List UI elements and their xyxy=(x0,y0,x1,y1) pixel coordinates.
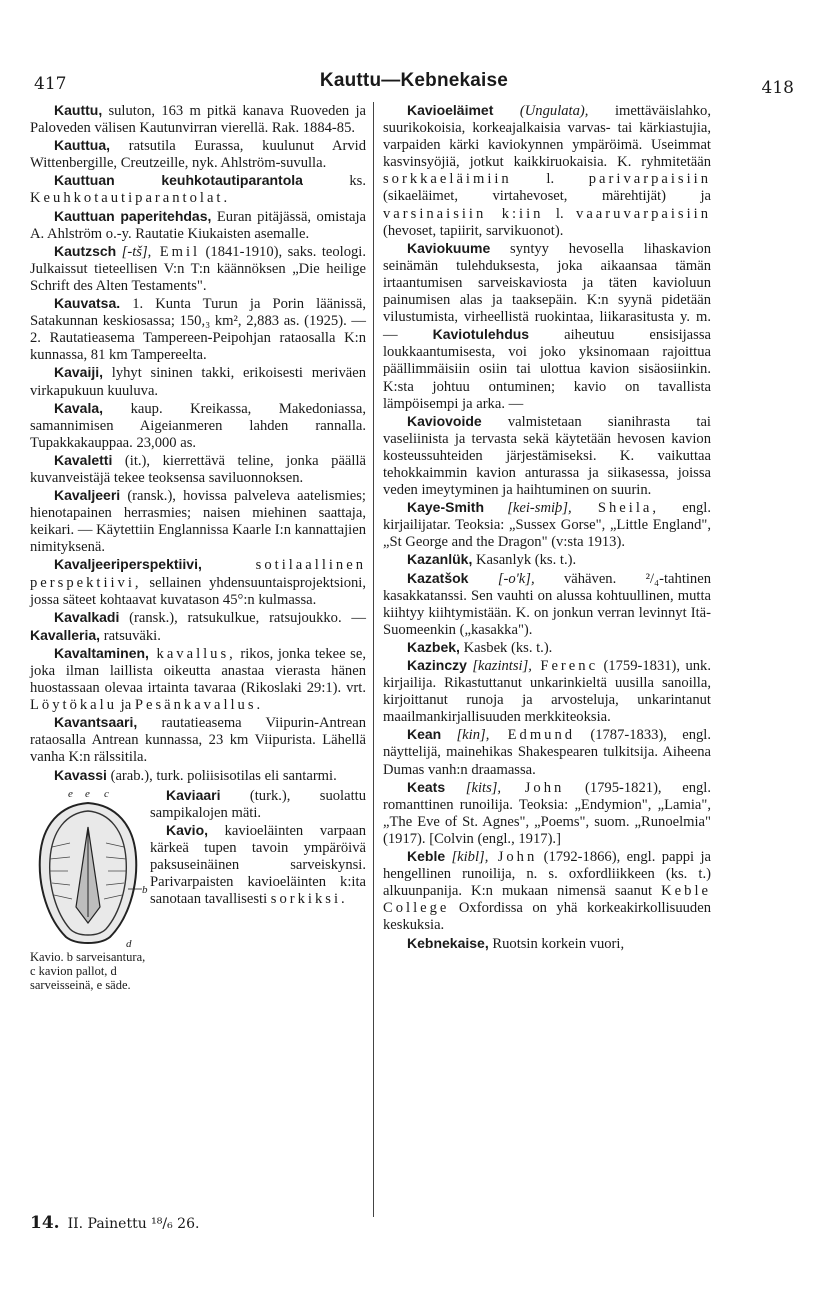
figure-caption: Kavio. b sarveisantura, c kavion pallot, d sarveisseinä, e säde. xyxy=(30,949,146,992)
entry-kauttuan-parantola: Kauttuan keuhkotautiparantola ks. Keuhkotautiparantolat. xyxy=(30,172,366,207)
page-header xyxy=(34,64,794,98)
figure-side-text xyxy=(150,787,366,909)
entry-kazbek: Kazbek, Kasbek (ks. t.). xyxy=(407,638,553,656)
entry-kavio: Kavio, kavioeläinten varpaan kärkeä tupen tavoin ympäröivä paksuseinäinen sarveiskynsi. Parivarpaisten kavioeläinten k:ita sanotaan tavallisesti sorkiksi. xyxy=(150,821,366,908)
fig-label-c: c xyxy=(104,787,109,800)
column-divider xyxy=(373,102,374,1217)
entry-kean: Kean [kin], Edmund (1787-1833), engl. näyttelijä, mainehikas Shakespearen tulkitsija. Aiheena Dumas vanh:n draamassa. xyxy=(383,726,711,778)
entry-kauttuan-paperitehdas: Kauttuan paperitehdas, Euran pitäjässä, omistaja A. Ahlström o.-y. Rautatie Kiukaisten asemalle. xyxy=(30,207,366,242)
entry-kaviovoide: Kaviovoide valmistetaan sianihrasta tai vaseliinista ja tervasta sekä käytetään hevosen kavion kosteussuhteiden järjestämiseksi. K. vaikuttaa tehokkaimmin kavion anturassa ja siikasessa, joissa veden imeytyminen ja haihtuminen on suurin. xyxy=(383,412,711,499)
signature-number: 14. xyxy=(30,1213,60,1233)
fig-label-e2: e xyxy=(85,787,90,800)
fig-label-b: b xyxy=(142,883,148,896)
entry-kaviaari: Kaviaari (turk.), suolattu sampikalojen mäti. xyxy=(150,786,366,821)
entry-kauvatsa: Kauvatsa. 1. Kunta Turun ja Porin läänissä, Satakunnan keskiosassa; 150,₃ km², 2,883 as. (1925). — 2. Rautatieasema Tampereen-Peipohjan rataosalla K:n kunnassa, 81 km Tampereelta. xyxy=(30,295,366,364)
entry-kaye-smith: Kaye-Smith [kei-smiþ], Sheila, engl. kirjailijatar. Teoksia: „Sussex Gorse", „Little England", „St George and the Dragon" (v:sta 1913). xyxy=(383,499,711,551)
entry-kavaletti: Kavaletti (it.), kierrettävä teline, jonka päällä kuvanveistäjä tekee teoksensa saviluonnoksen. xyxy=(30,451,366,486)
printing-note xyxy=(30,1213,199,1233)
right-column xyxy=(383,102,711,953)
page-number-left: 417 xyxy=(34,74,67,94)
entry-kavassi: Kavassi (arab.), turk. poliisisotilas eli santarmi. xyxy=(54,766,337,784)
entry-kavalkadi: Kavalkadi (ransk.), ratsukulkue, ratsujoukko. — Kavalleria, ratsuväki. xyxy=(30,608,366,644)
hoof-figure-block xyxy=(30,787,366,1027)
left-column xyxy=(30,102,366,1027)
entry-kazinczy: Kazinczy [kazintsi], Ferenc (1759-1831), unk. kirjailija. Rikastuttanut unkarinkieltä uusilla sanoilla, kirjoittanut runoja ja arvosteluja, unkarintanut maailmankirjallisuuden merkkiteoksia. xyxy=(383,657,711,726)
entry-kavaltaminen: Kavaltaminen, kavallus, rikos, jonka tekee se, joka ilman laillista oikeutta anastaa vierasta hänen huostassaan olevaa irtainta tavaraa (Rikoslaki 29:1). vrt. Löytökalu ja Pesänkavallus. xyxy=(30,644,366,714)
entry-kazanluk: Kazanlük, Kasanlyk (ks. t.). xyxy=(407,551,577,569)
entry-kavantsaari: Kavantsaari, rautatieasema Viipurin-Antrean rataosalla Antrean kunnassa, 23 km Viipurista. Lähellä vanha K:n rälssitila. xyxy=(30,714,366,766)
entry-kazatsok: Kazatšok [-o'k], vähäven. ²/₄-tahtinen kasakkatanssi. Sen vauhti on alussa kohtuullinen, mutta kiihtyy kiihtymistään. K. on jonkun verran levinnyt Itä-Suomeenkin („kasakka"). xyxy=(383,569,711,638)
entry-kavioelaimet: Kavioeläimet (Ungulata), imettäväislahko, suurikokoisia, korkeajalkaisia varvas- tai kärkiastujia, varpaiden kärki kaviokynnen ympäröimä. Useimmat kasvinsyöjiä, jotkut kaikkiruokaisia. K. ryhmitetään sorkkaeläimiin l. parivarpaisiin (sikaeläimet, virtahevoset, märehtijät) ja varsinaisiin k:iin l. vaaruvarpaisiin (hevoset, tapiirit, sarvikuonot). xyxy=(383,102,712,239)
running-title: Kauttu—Kebnekaise xyxy=(319,70,509,91)
entry-kebnekaise: Kebnekaise, Ruotsin korkein vuori, xyxy=(407,934,625,952)
entry-kaviokuume: Kaviokuume syntyy hevosella lihaskavion seinämän tulehduksesta, joka aikaansaa tämän irtaantumisen sarveiskaviosta ja täten kavioluun painumisen alas ja taaksepäin. K:n syynä pidetään vilustumista, virheellistä ruokintaa, liikarasitusta y. m. — Kaviotulehdus aiheutuu ensisijassa loukkaantumisesta, voi joko yksinomaan rajoittua päällimmäisiin osiin tai ulottua kavion sisäosiinkin. K:sta johtuu ontuminen; kavio on tavallista lämpöisempi ja arka. — xyxy=(383,239,711,412)
entry-keats: Keats [kits], John (1795-1821), engl. romanttinen runoilija. Teoksia: „Endymion", „Lamia", „The Eve of St. Agnes", „Poems", suom. „Runoelmia" (1917). [Colvin (engl., 1917).] xyxy=(383,778,712,847)
page-number-right: 418 xyxy=(761,78,794,98)
entry-kavaiji: Kavaiji, lyhyt sininen takki, erikoisesti meriväen virkapukuun kuuluva. xyxy=(30,364,366,399)
printing-date: II. Painettu ¹⁸/₆ 26. xyxy=(67,1216,200,1232)
entry-kavala: Kavala, kaup. Kreikassa, Makedoniassa, samannimisen Aigeianmeren lahden rannalla. Tupakkakauppaa. 23,000 as. xyxy=(30,399,366,451)
entry-keble: Keble [kibl], John (1792-1866), engl. pappi ja hengellinen runoilija, n. s. oxfordliikkeen (ks. t.) alkuunpanija. K:n mukaan nimensä saanut Keble College Oxfordissa on yhä korkeakirkollisuuden keskuksia. xyxy=(383,848,711,934)
fig-label-e1: e xyxy=(68,787,73,800)
entry-kautzsch: Kautzsch [-tš], Emil (1841-1910), saks. teologi. Julkaissut tieteellisen V:n T:n käännöksen „Die heilige Schrift des Alten Testaments". xyxy=(30,242,367,294)
entry-kavaljeeriperspektiivi: Kavaljeeriperspektiivi, sotilaallinen perspektiivi, sellainen yhdensuuntaisprojektsioni, jossa säteet kohtaavat kuvatason 45°:n kulmassa. xyxy=(30,556,366,608)
fig-label-d: d xyxy=(126,937,132,950)
entry-kauttua: Kauttua, ratsutila Eurassa, kuulunut Arvid Wittenbergille, Creutzeille, nyk. Ahlström-suvulla. xyxy=(30,137,366,172)
entry-kauttu: Kauttu, suluton, 163 m pitkä kanava Ruoveden ja Paloveden välisen Kautunvirran vierellä. Rak. 1884-85. xyxy=(30,102,366,137)
entry-kavaljeeri: Kavaljeeri (ransk.), hovissa palveleva aatelismies; hienotapainen herrasmies; naisen miehinen saattaja, keikari. — Käytettiin Englannissa Kaarle I:n kannattajien nimityksenä. xyxy=(30,487,366,556)
